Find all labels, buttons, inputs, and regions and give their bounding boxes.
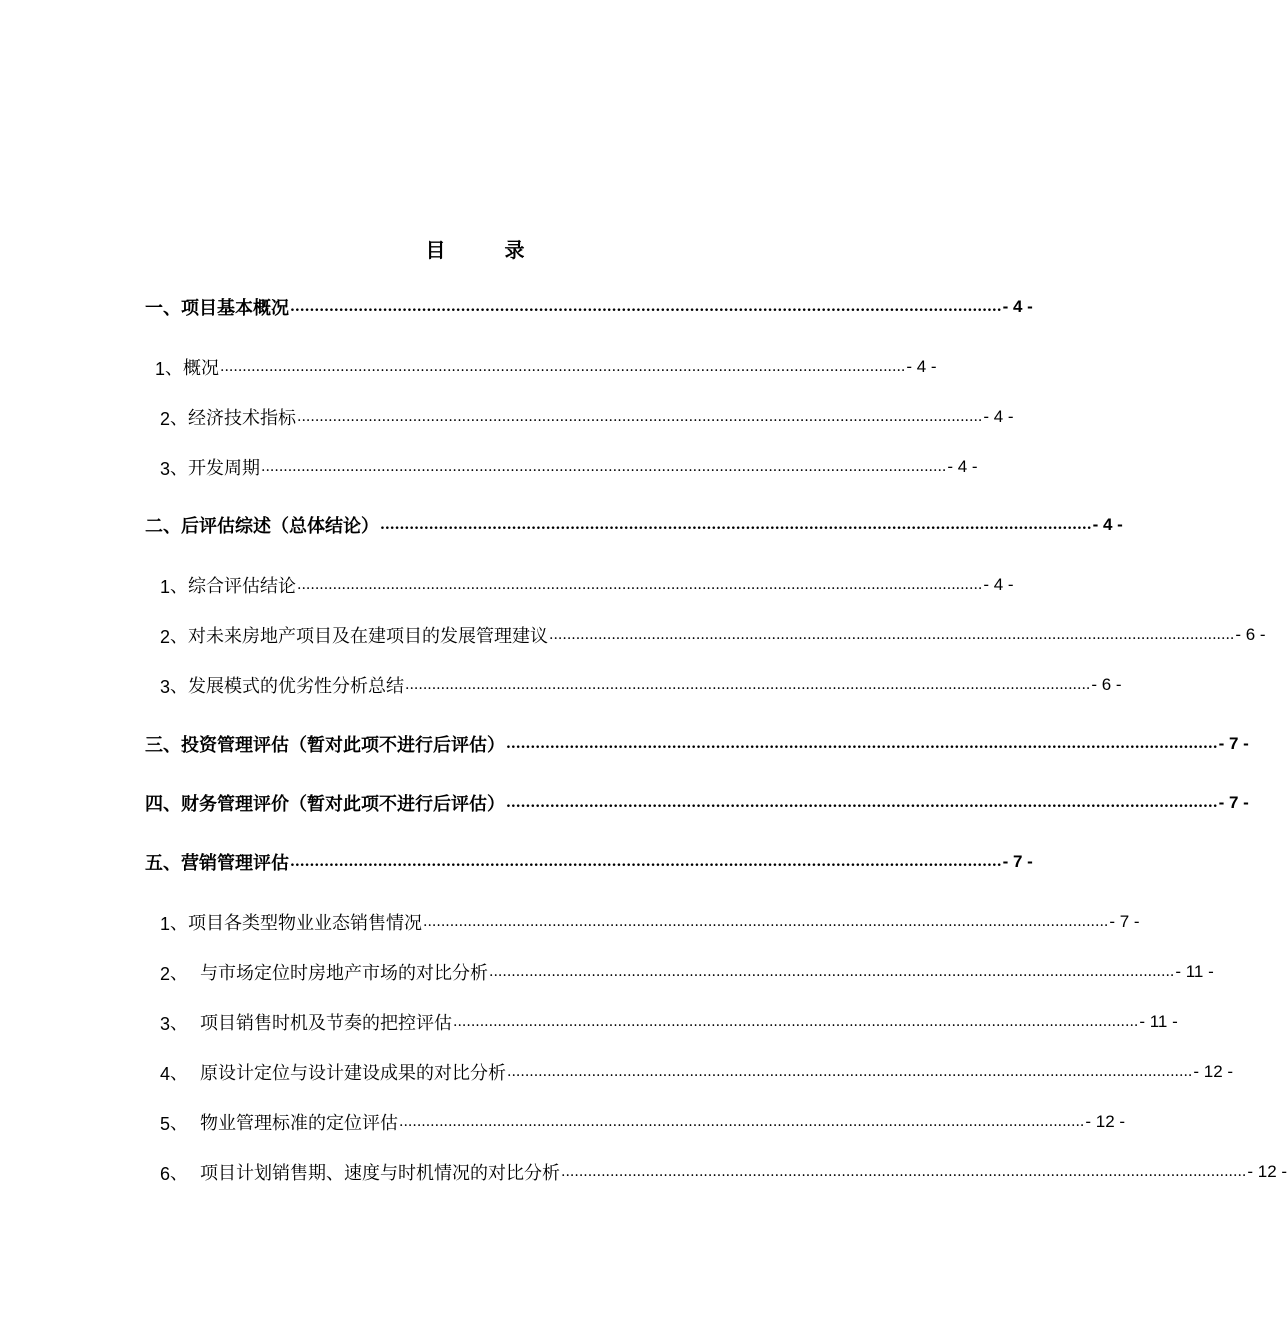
toc-entry-1-2[interactable] — [160, 402, 1014, 432]
toc-entry-separator: 、 — [165, 358, 184, 379]
toc-leader-dots: .......................................................................................................................................................... — [453, 1014, 1139, 1030]
toc-entry-label: 经济技术指标 — [188, 408, 297, 429]
toc-page-number: - 11 - — [1175, 962, 1214, 981]
toc-entry-separator: 、 — [170, 626, 189, 647]
toc-entry-5-6[interactable] — [160, 1157, 1287, 1187]
toc-leader-dots: .......................................................................................................................................................... — [220, 359, 906, 375]
toc-entry-label: 二、后评估综述（总体结论） — [145, 516, 379, 537]
toc-page-number: - 4 - — [947, 457, 978, 476]
toc-entry-5-3[interactable] — [160, 1007, 1178, 1037]
toc-leader-dots: .......................................................................................................................................................... — [549, 627, 1235, 643]
toc-leader-dots: .......................................................................................................................................................... — [561, 1164, 1247, 1180]
toc-entry-number: 1 — [155, 359, 166, 379]
toc-entry-separator: 、 — [170, 1113, 189, 1134]
toc-title: 目 录 — [425, 238, 551, 262]
toc-page-number: - 11 - — [1139, 1012, 1178, 1031]
toc-leader-dots: .......................................................................................................................................................... — [297, 577, 983, 593]
toc-entry-separator: 、 — [170, 1163, 189, 1184]
toc-entry-2-1[interactable] — [160, 570, 1014, 600]
toc-leader-dots: .......................................................................................................................................................... — [489, 964, 1175, 980]
toc-entry-1-1[interactable] — [155, 352, 937, 382]
toc-entry-label: 对未来房地产项目及在建项目的发展管理建议 — [188, 626, 549, 647]
toc-entry-number: 4 — [160, 1064, 171, 1084]
toc-entry-label: 三、投资管理评估（暂对此项不进行后评估） — [145, 735, 505, 756]
toc-entry-section-5[interactable] — [145, 847, 1033, 877]
toc-entry-separator: 、 — [170, 1063, 189, 1084]
toc-leader-dots: .......................................................................................................................................................... — [261, 459, 947, 475]
toc-entry-2-2[interactable] — [160, 620, 1266, 650]
toc-entry-section-4[interactable] — [145, 788, 1249, 818]
toc-leader-dots: .................................................................................................................................................. — [506, 795, 1218, 811]
toc-entry-5-1[interactable] — [160, 907, 1140, 937]
toc-entry-label: 物业管理标准的定位评估 — [200, 1113, 399, 1134]
toc-entry-2-3[interactable] — [160, 670, 1122, 700]
toc-entry-label: 开发周期 — [188, 458, 261, 479]
toc-entry-number: 3 — [160, 1014, 171, 1034]
toc-leader-dots: .......................................................................................................................................................... — [405, 677, 1091, 693]
toc-page-number: - 4 - — [906, 357, 937, 376]
toc-entry-separator: 、 — [170, 913, 189, 934]
toc-page-number: - 7 - — [1002, 852, 1033, 871]
toc-leader-dots: .................................................................................................................................................. — [290, 854, 1002, 870]
toc-entry-section-3[interactable] — [145, 729, 1249, 759]
toc-page-number: - 7 - — [1218, 734, 1249, 753]
toc-page-number: - 4 - — [1002, 297, 1033, 316]
toc-page-number: - 4 - — [983, 407, 1014, 426]
toc-entry-label: 项目各类型物业业态销售情况 — [188, 913, 423, 934]
toc-entry-label: 发展模式的优劣性分析总结 — [188, 676, 405, 697]
toc-entry-separator: 、 — [170, 408, 189, 429]
toc-leader-dots: .................................................................................................................................................. — [506, 736, 1218, 752]
toc-page-number: - 12 - — [1085, 1112, 1126, 1131]
toc-entry-separator: 、 — [170, 963, 189, 984]
toc-leader-dots: .......................................................................................................................................................... — [399, 1114, 1085, 1130]
toc-entry-number: 3 — [160, 677, 171, 697]
toc-entry-label: 原设计定位与设计建设成果的对比分析 — [200, 1063, 507, 1084]
toc-entry-label: 四、财务管理评价（暂对此项不进行后评估） — [145, 794, 505, 815]
toc-entry-section-2[interactable] — [145, 510, 1123, 540]
toc-entry-number: 3 — [160, 459, 171, 479]
toc-entry-separator: 、 — [170, 576, 189, 597]
toc-entry-number: 2 — [160, 627, 171, 647]
toc-entry-number: 1 — [160, 914, 171, 934]
toc-entry-1-3[interactable] — [160, 452, 978, 482]
toc-page-number: - 12 - — [1193, 1062, 1234, 1081]
toc-entry-separator: 、 — [170, 458, 189, 479]
toc-leader-dots: .................................................................................................................................................. — [290, 299, 1002, 315]
toc-entry-label: 五、营销管理评估 — [145, 853, 289, 874]
toc-page-number: - 7 - — [1218, 793, 1249, 812]
toc-entry-label: 综合评估结论 — [188, 576, 297, 597]
toc-leader-dots: .......................................................................................................................................................... — [423, 914, 1109, 930]
toc-entry-number: 1 — [160, 577, 171, 597]
toc-entry-number: 6 — [160, 1164, 171, 1184]
toc-leader-dots: .......................................................................................................................................................... — [507, 1064, 1193, 1080]
toc-entry-number: 5 — [160, 1114, 171, 1134]
toc-leader-dots: .................................................................................................................................................. — [380, 517, 1092, 533]
toc-page-number: - 4 - — [983, 575, 1014, 594]
toc-page-number: - 6 - — [1235, 625, 1266, 644]
toc-entry-section-1[interactable] — [145, 292, 1033, 322]
toc-entry-label: 概况 — [183, 358, 220, 379]
toc-entry-separator: 、 — [170, 676, 189, 697]
toc-page-number: - 12 - — [1247, 1162, 1287, 1181]
toc-entry-separator: 、 — [170, 1013, 189, 1034]
toc-entry-number: 2 — [160, 964, 171, 984]
toc-entry-number: 2 — [160, 409, 171, 429]
toc-leader-dots: .......................................................................................................................................................... — [297, 409, 983, 425]
toc-entry-5-2[interactable] — [160, 957, 1214, 987]
toc-entry-5-5[interactable] — [160, 1107, 1126, 1137]
toc-page-number: - 4 - — [1092, 515, 1123, 534]
toc-page-number: - 6 - — [1091, 675, 1122, 694]
toc-entry-label: 一、项目基本概况 — [145, 298, 289, 319]
toc-entry-label: 项目销售时机及节奏的把控评估 — [200, 1013, 453, 1034]
toc-page-number: - 7 - — [1109, 912, 1140, 931]
toc-entry-label: 项目计划销售期、速度与时机情况的对比分析 — [200, 1163, 561, 1184]
toc-entry-5-4[interactable] — [160, 1057, 1234, 1087]
toc-entry-label: 与市场定位时房地产市场的对比分析 — [200, 963, 489, 984]
